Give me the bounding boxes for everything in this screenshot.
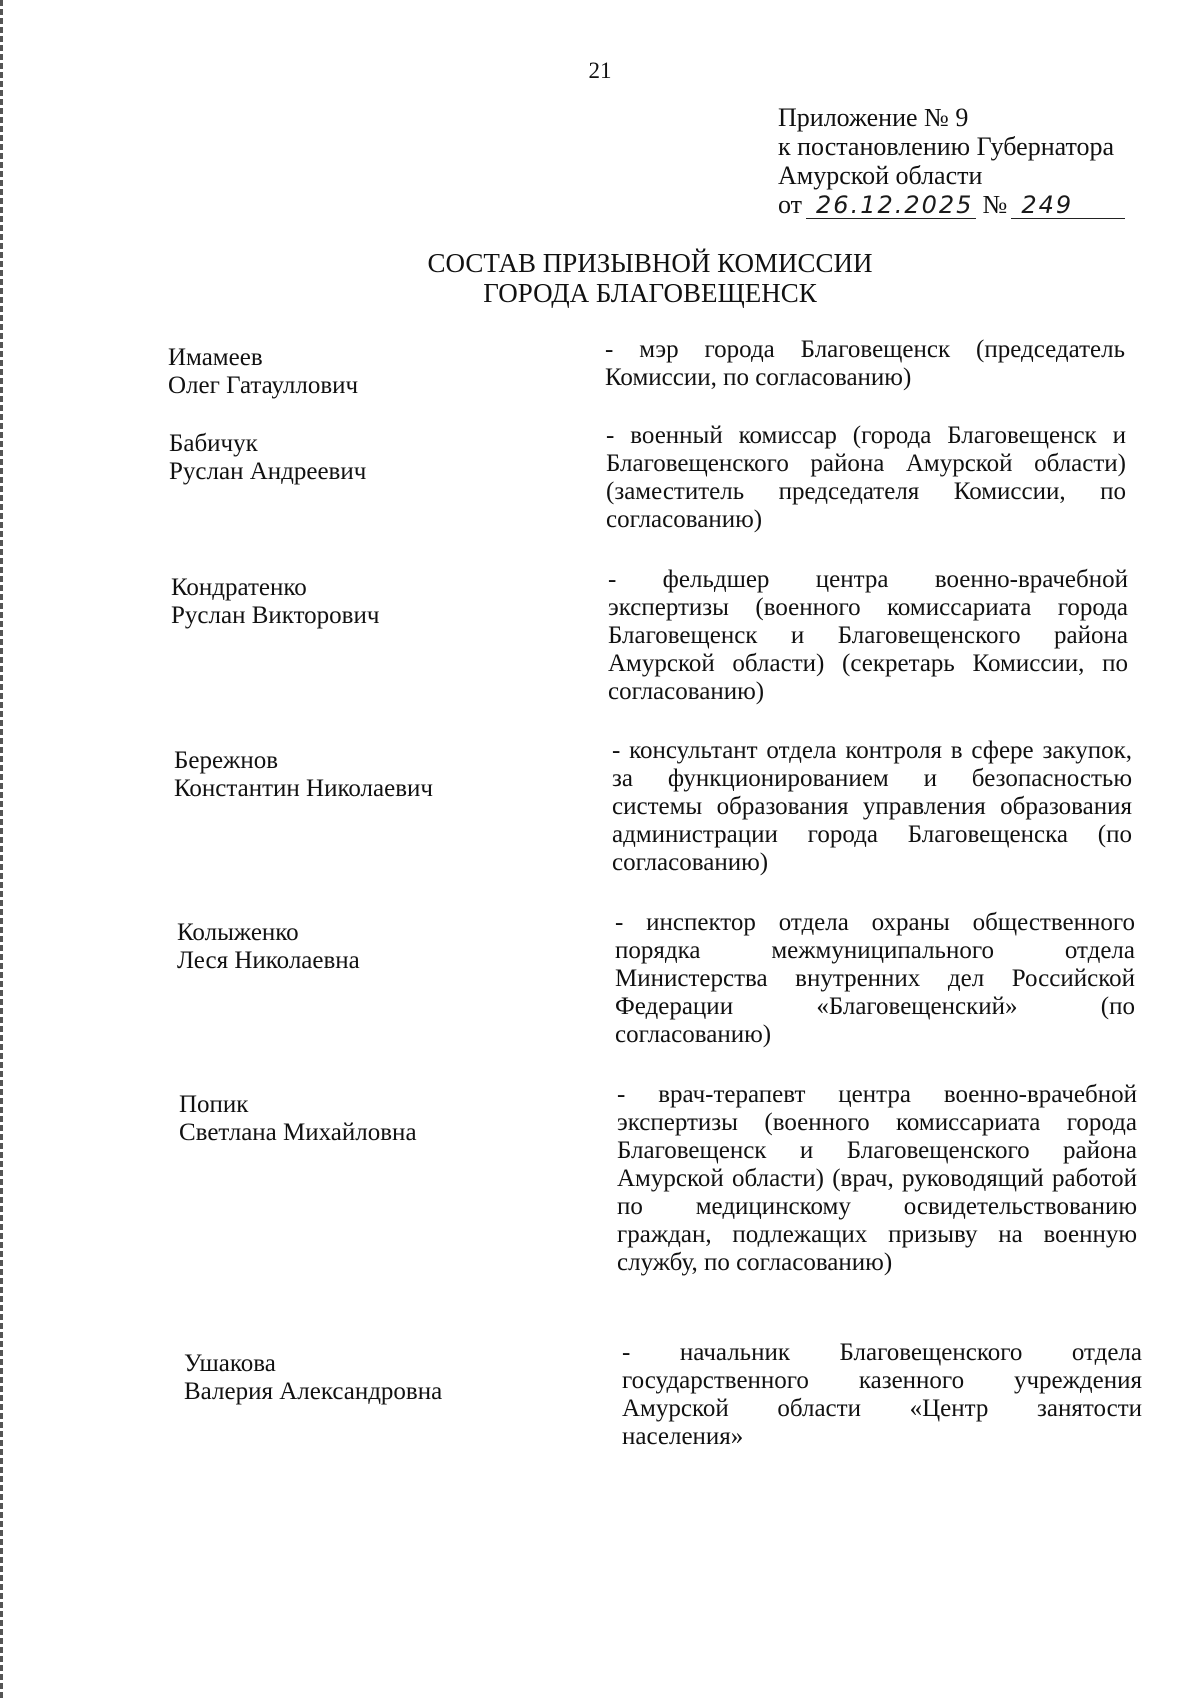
member-name (169, 430, 589, 486)
member-role: - инспектор отдела охраны общественного порядка межмуниципального отдела Министерства внутренних дел Российской Федерации «Благовещенский» (по согласованию) (615, 909, 1135, 1048)
handwritten-number: 249 (1011, 192, 1125, 219)
member-surname: Бабичук (169, 430, 258, 457)
member-surname: Кондратенко (171, 574, 307, 601)
number-prefix: № (982, 190, 1008, 219)
member-role: - фельдшер центра военно-врачебной экспертизы (военного комиссариата города Благовещенск и Благовещенского района Амурской области) (секретарь Комиссии, по согласованию) (608, 566, 1128, 705)
member-role: - консультант отдела контроля в сфере закупок, за функционированием и безопасностью системы образования управления образования администрации города Благовещенска (по согласованию) (612, 737, 1132, 876)
member-role: - врач-терапевт центра военно-врачебной экспертизы (военного комиссариата города Благовещенск и Благовещенского района Амурской области) (врач, руководящий работой по медицинскому освидетельствованию граждан, подлежащих призыву на военную службу, по согласованию) (617, 1081, 1137, 1276)
appendix-date-line (778, 190, 1168, 219)
member-surname: Колыженко (177, 919, 299, 946)
member-given-names: Руслан Викторович (171, 602, 380, 629)
member-given-names: Руслан Андреевич (169, 458, 367, 485)
member-name (174, 747, 594, 803)
member-name (168, 344, 588, 400)
title-line-2: ГОРОДА БЛАГОВЕЩЕНСК (483, 278, 817, 308)
member-role: - начальник Благовещенского отдела государственного казенного учреждения Амурской области «Центр занятости населения» (622, 1339, 1142, 1450)
member-role: - военный комиссар (города Благовещенск и Благовещенского района Амурской области) (заместитель председателя Комиссии, по согласованию) (606, 422, 1126, 533)
title-line-1: СОСТАВ ПРИЗЫВНОЙ КОМИССИИ (427, 248, 873, 278)
document-title (0, 248, 1200, 308)
appendix-title: Приложение № 9 (778, 103, 969, 132)
member-surname: Бережнов (174, 747, 279, 774)
member-name (184, 1350, 604, 1406)
appendix-block (778, 103, 1168, 219)
page-number: 21 (588, 58, 612, 83)
handwritten-date: 26.12.2025 (806, 192, 976, 219)
appendix-region: Амурской области (778, 161, 983, 190)
member-given-names: Олег Гатауллович (168, 372, 359, 399)
appendix-reference: к постановлению Губернатора (778, 132, 1115, 161)
member-name (171, 574, 591, 630)
member-role: - мэр города Благовещенск (председатель Комиссии, по согласованию) (605, 336, 1125, 391)
member-name (179, 1091, 599, 1147)
member-given-names: Константин Николаевич (174, 775, 433, 802)
member-surname: Ушакова (184, 1350, 276, 1377)
member-given-names: Светлана Михайловна (179, 1119, 417, 1146)
member-surname: Попик (179, 1091, 249, 1118)
date-prefix: от (778, 190, 803, 219)
member-given-names: Леся Николаевна (177, 947, 360, 974)
member-surname: Имамеев (168, 344, 263, 371)
member-given-names: Валерия Александровна (184, 1378, 443, 1405)
member-name (177, 919, 597, 975)
